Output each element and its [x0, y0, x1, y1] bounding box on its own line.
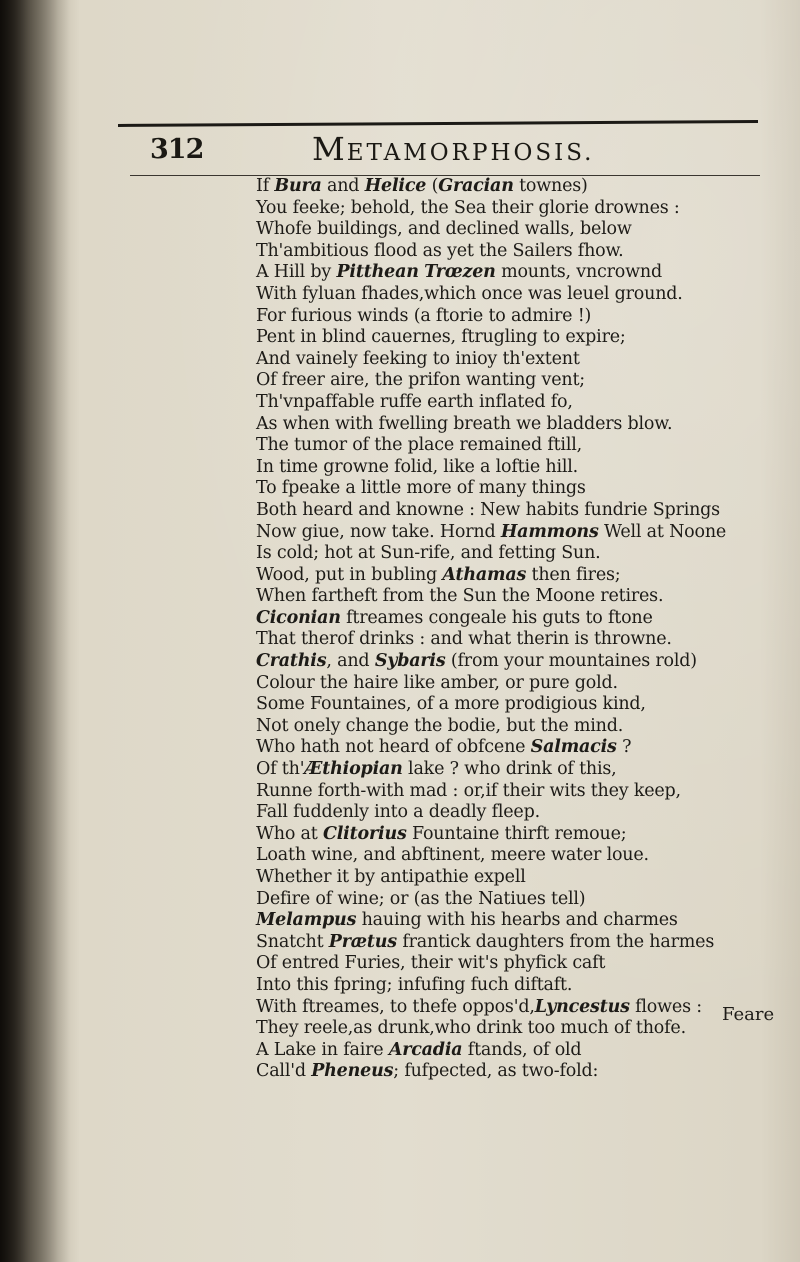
running-head-initial: M	[312, 130, 347, 168]
verse-text: With ftreames, to thefe oppos'd,	[256, 996, 535, 1017]
verse-text: lake ? who drink of this,	[402, 759, 617, 780]
catchword: Feare	[722, 1004, 775, 1025]
verse-text: then fires;	[526, 564, 621, 585]
verse-line	[256, 435, 776, 457]
verse-text: Pent in blind cauernes, ftrugling to expire;	[256, 327, 626, 348]
verse-text: Who at	[256, 823, 323, 844]
italic-proper-name: Gracian	[438, 176, 514, 196]
verse-text: You feeke; behold, the Sea their glorie drownes :	[256, 197, 680, 218]
verse-line	[256, 414, 776, 436]
italic-proper-name: Salmacis	[530, 737, 617, 758]
verse-line	[256, 932, 776, 954]
verse-text: To fpeake a little more of many things	[256, 478, 586, 499]
running-head	[312, 130, 594, 168]
verse-line	[256, 1061, 776, 1083]
verse-text: Wood, put in bubling	[256, 564, 443, 585]
verse-text: That therof drinks : and what therin is throwne.	[256, 629, 672, 650]
italic-proper-name: Clitorius	[323, 823, 407, 844]
verse-text: Some Fountaines, of a more prodigious kind,	[256, 694, 646, 715]
verse-line	[256, 651, 776, 673]
verse-text: As when with fwelling breath we bladders blow.	[256, 413, 673, 434]
verse-text: When fartheft from the Sun the Moone retires.	[256, 586, 664, 607]
verse-text-block	[256, 176, 776, 1083]
verse-line	[256, 953, 776, 975]
italic-proper-name: Athamas	[442, 564, 527, 585]
verse-text: ftands, of old	[462, 1039, 582, 1060]
italic-proper-name: Melampus	[256, 910, 357, 931]
verse-line	[256, 522, 776, 544]
italic-proper-name: Bura	[274, 176, 322, 196]
verse-line	[256, 997, 776, 1019]
verse-line	[256, 1040, 776, 1062]
verse-text: Of entred Furies, their wit's phyfick caft	[256, 953, 606, 974]
verse-text: A Hill by	[256, 262, 337, 283]
verse-text: Call'd	[256, 1061, 312, 1082]
verse-line	[256, 1018, 776, 1040]
verse-text: ftreames congeale his guts to ftone	[340, 607, 653, 628]
verse-line	[256, 500, 776, 522]
verse-line	[256, 586, 776, 608]
verse-line	[256, 176, 776, 198]
verse-text: (	[426, 176, 439, 196]
verse-line	[256, 478, 776, 500]
verse-text: townes)	[513, 176, 588, 196]
italic-proper-name: Sybaris	[374, 651, 446, 672]
verse-line	[256, 737, 776, 759]
verse-text: Of freer aire, the prifon wanting vent;	[256, 370, 585, 391]
verse-line	[256, 889, 776, 911]
verse-line	[256, 219, 776, 241]
verse-text: Fountaine thirft remoue;	[406, 823, 627, 844]
italic-proper-name: Æthiopian	[304, 759, 403, 780]
italic-proper-name: Hammons	[500, 521, 599, 542]
verse-text: Is cold; hot at Sun-rife, and fetting Sun.	[256, 543, 601, 564]
italic-proper-name: Helice	[364, 176, 427, 196]
verse-line	[256, 975, 776, 997]
verse-line	[256, 802, 776, 824]
verse-line	[256, 349, 776, 371]
verse-text: Whofe buildings, and declined walls, below	[256, 219, 632, 240]
verse-text: If	[256, 176, 275, 196]
verse-line	[256, 824, 776, 846]
verse-line	[256, 565, 776, 587]
italic-proper-name: Lyncestus	[534, 996, 630, 1017]
verse-line	[256, 716, 776, 738]
verse-text: Of th'	[256, 759, 305, 780]
verse-line	[256, 867, 776, 889]
verse-text: And vainely feeking to inioy th'extent	[256, 348, 580, 369]
verse-text: ; fufpected, as two-fold:	[393, 1061, 599, 1082]
verse-text: Fall fuddenly into a deadly fleep.	[256, 802, 540, 823]
verse-text: Well at Noone	[598, 521, 727, 542]
page-number: 312	[150, 134, 204, 165]
verse-line	[256, 392, 776, 414]
verse-line	[256, 370, 776, 392]
verse-text: ?	[616, 737, 632, 758]
verse-text: Not onely change the bodie, but the mind.	[256, 715, 624, 736]
verse-line	[256, 543, 776, 565]
verse-line	[256, 673, 776, 695]
header-top-rule	[118, 120, 758, 127]
verse-text: Whether it by antipathie expell	[256, 867, 526, 887]
verse-text: and	[321, 176, 365, 196]
verse-text: Into this fpring; infufing fuch diftaft.	[256, 974, 573, 995]
verse-text: Runne forth-with mad : or,if their wits they keep,	[256, 780, 681, 801]
verse-text: Now giue, now take. Hornd	[256, 521, 501, 542]
verse-text: hauing with his hearbs and charmes	[356, 910, 678, 931]
italic-proper-name: Pitthean	[336, 262, 419, 283]
verse-line	[256, 198, 776, 220]
italic-proper-name: Arcadia	[388, 1039, 463, 1060]
verse-text: Who hath not heard of obfcene	[256, 737, 531, 758]
verse-text: In time growne folid, like a loftie hill.	[256, 456, 578, 477]
verse-text: With fyluan fhades,which once was leuel ground.	[256, 283, 683, 304]
verse-text: frantick daughters from the harmes	[396, 931, 715, 952]
binding-gutter-shadow	[0, 0, 70, 1262]
verse-text: Defire of wine; or (as the Natiues tell)	[256, 888, 586, 909]
verse-line	[256, 306, 776, 328]
verse-text: The tumor of the place remained ftill,	[256, 435, 582, 456]
verse-line	[256, 262, 776, 284]
italic-proper-name: Ciconian	[256, 607, 341, 628]
verse-text: Th'ambitious flood as yet the Sailers fhow.	[256, 240, 624, 261]
verse-text: mounts, vncrownd	[495, 262, 662, 283]
verse-line	[256, 241, 776, 263]
verse-text: For furious winds (a ftorie to admire !)	[256, 305, 592, 326]
verse-line	[256, 845, 776, 867]
verse-text: Th'vnpaffable ruffe earth inflated fo,	[256, 391, 573, 412]
verse-line	[256, 759, 776, 781]
verse-text: A Lake in faire	[256, 1039, 389, 1060]
verse-text: They reele,as drunk,who drink too much of thofe.	[256, 1018, 686, 1039]
italic-proper-name: Pheneus	[311, 1061, 394, 1082]
running-head-rest: ETAMORPHOSIS.	[346, 140, 595, 166]
italic-proper-name: Crathis	[256, 651, 327, 672]
verse-text: Both heard and knowne : New habits fundrie Springs	[256, 499, 720, 520]
verse-line	[256, 327, 776, 349]
verse-text: Loath wine, and abftinent, meere water loue.	[256, 845, 649, 866]
verse-text: , and	[326, 651, 375, 672]
verse-text: (from your mountaines rold)	[445, 651, 697, 672]
verse-line	[256, 608, 776, 630]
verse-line	[256, 694, 776, 716]
verse-line	[256, 910, 776, 932]
verse-text: Snatcht	[256, 931, 329, 952]
verse-line	[256, 629, 776, 651]
verse-line	[256, 457, 776, 479]
italic-proper-name: Prætus	[328, 931, 397, 952]
verse-text: Colour the haire like amber, or pure gold.	[256, 672, 618, 693]
verse-line	[256, 284, 776, 306]
verse-line	[256, 781, 776, 803]
verse-text: flowes :	[629, 996, 702, 1017]
italic-proper-name: Trœzen	[424, 262, 496, 283]
